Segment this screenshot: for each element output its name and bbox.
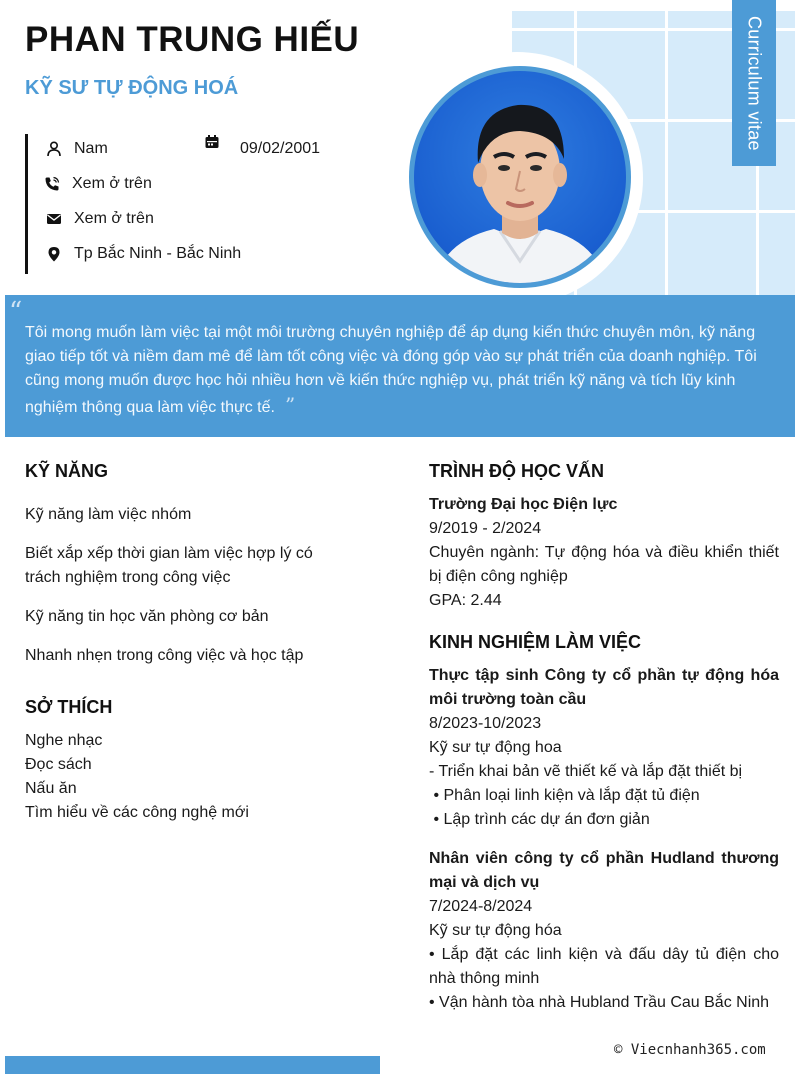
hobbies-list: [25, 729, 355, 825]
candidate-name: PHAN TRUNG HIẾU: [25, 20, 360, 59]
job-entry: [429, 664, 779, 832]
education-heading: TRÌNH ĐỘ HỌC VẤN: [429, 461, 604, 481]
cv-label: Curriculum vitae: [744, 15, 765, 151]
job-detail: • Vận hành tòa nhà Hubland Trầu Cau Bắc Ninh: [429, 994, 770, 1011]
experience-heading: KINH NGHIỆM LÀM VIỆC: [429, 632, 642, 652]
gender-value: Nam: [74, 140, 108, 157]
email-value: Xem ở trên: [74, 210, 154, 227]
education-period: 9/2019 - 2/2024: [429, 520, 542, 537]
career-objective: [5, 295, 795, 437]
profile-photo-portrait: [414, 71, 626, 283]
skill-item: Biết xắp xếp thời gian làm việc hợp lý có trách nghiệm trong công việc: [25, 545, 313, 586]
job-detail: - Triển khai bản vẽ thiết kế và lắp đặt thiết bị: [429, 763, 743, 780]
skill-item: Nhanh nhẹn trong công việc và học tập: [25, 647, 304, 664]
experience-list: [429, 664, 779, 1030]
close-quote-icon: ”: [284, 393, 296, 417]
birthday-value: 09/02/2001: [240, 140, 321, 157]
skills-list: [25, 503, 335, 683]
hobby-item: Đọc sách: [25, 756, 92, 773]
education-entry: [429, 493, 779, 613]
education-major: Chuyên ngành: Tự động hóa và điều khiển thiết bị điện công nghiệp: [429, 544, 779, 585]
skills-heading: KỸ NĂNG: [25, 461, 109, 481]
hobby-item: Nghe nhạc: [25, 732, 103, 749]
copyright-notice: © Viecnhanh365.com: [614, 1042, 766, 1058]
phone-value: Xem ở trên: [72, 175, 152, 192]
user-icon: [46, 141, 62, 157]
job-role: Kỹ sư tự động hóa: [429, 922, 562, 939]
school-name: Trường Đại học Điện lực: [429, 496, 618, 513]
job-detail: • Lắp đặt các linh kiện và đấu dây tủ điện cho nhà thông minh: [429, 946, 779, 987]
contact-phone: [44, 175, 152, 193]
calendar-icon: [204, 134, 220, 150]
phone-icon: [44, 176, 60, 192]
footer-bar: [5, 1056, 380, 1074]
contact-address: [46, 245, 241, 263]
envelope-icon: [46, 211, 62, 227]
contact-divider: [25, 134, 28, 274]
map-pin-icon: [46, 246, 62, 262]
cv-label-tab: [732, 0, 776, 166]
skill-item: Kỹ năng tin học văn phòng cơ bản: [25, 608, 269, 625]
job-period: 7/2024-8/2024: [429, 898, 533, 915]
job-detail: • Phân loại linh kiện và lắp đặt tủ điện: [429, 787, 700, 804]
education-gpa: GPA: 2.44: [429, 592, 502, 609]
job-period: 8/2023-10/2023: [429, 715, 542, 732]
objective-text: Tôi mong muốn làm việc tại một môi trường chuyên nghiệp để áp dụng kiến thức chuyên môn, kỹ năng giao tiếp tốt và niềm đam mê để làm tốt công việc và đóng góp vào sự phát triển của doanh nghiệp. Tôi cũng mong muốn được học hỏi nhiều hơn về kiến thức nghiệp vụ, phát triển kỹ năng và tích lũy kinh nghiệm thông qua làm việc thực tế.: [25, 324, 757, 416]
address-value: Tp Bắc Ninh - Bắc Ninh: [74, 245, 242, 262]
contact-gender: [46, 140, 108, 158]
job-entry: [429, 847, 779, 1015]
hobbies-heading: SỞ THÍCH: [25, 697, 113, 717]
open-quote-icon: “: [9, 297, 23, 327]
job-company: Nhân viên công ty cổ phần Hudland thương mại và dịch vụ: [429, 850, 779, 891]
contact-email: [46, 210, 154, 228]
job-role: Kỹ sư tự động hoa: [429, 739, 562, 756]
skill-item: Kỹ năng làm việc nhóm: [25, 506, 192, 523]
job-detail: • Lập trình các dự án đơn giản: [429, 811, 650, 828]
candidate-job-title: KỸ SƯ TỰ ĐỘNG HOÁ: [25, 77, 239, 99]
profile-photo: [409, 66, 631, 288]
job-company: Thực tập sinh Công ty cổ phần tự động hóa môi trường toàn cầu: [429, 667, 779, 708]
contact-birthday: [204, 140, 320, 158]
objective-text-wrap: [25, 321, 770, 420]
hobby-item: Tìm hiểu về các công nghệ mới: [25, 804, 249, 821]
hobby-item: Nấu ăn: [25, 780, 77, 797]
